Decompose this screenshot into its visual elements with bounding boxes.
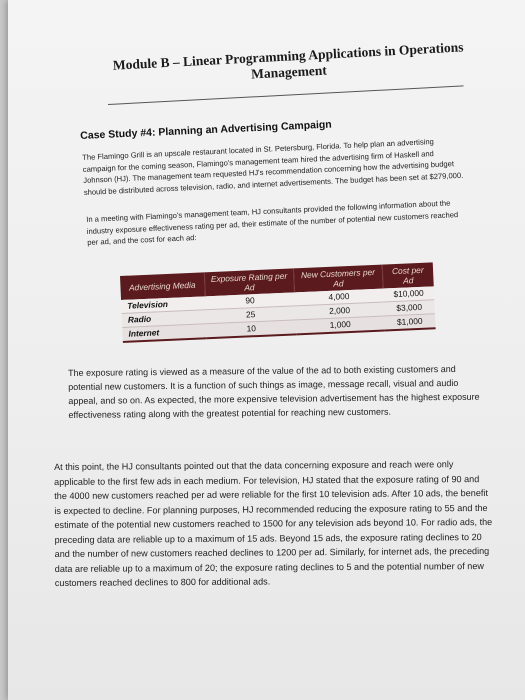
customers-cell: 2,000 <box>295 302 384 320</box>
module-title: Module B – Linear Programming Applications in Operations Management <box>112 39 464 82</box>
media-cell: Radio <box>122 310 207 328</box>
header-advertising-media: Advertising Media <box>120 272 205 300</box>
media-cell: Television <box>121 296 206 313</box>
customers-cell: 4,000 <box>295 289 384 306</box>
exposure-explanation-paragraph: The exposure rating is viewed as a measure of the value of the ad to both existing customers and potential new customers. It is a function of such things as image, message recall, visual and audio appeal, and so on. As expected, the more expensive television advertisement has the highest exposure effectiveness rating along with the greatest potential for reaching new customers. <box>68 363 480 420</box>
meeting-paragraph: In a meeting with Flamingo's management team, HJ consultants provided the following information about the industry exposure effectiveness rating per ad, their estimate of the number of potential new customers reached per ad, and the cost for each ad: <box>86 198 459 248</box>
case-study-heading: Case Study #4: Planning an Advertising Campaign <box>80 118 332 142</box>
media-cell: Internet <box>122 324 207 342</box>
intro-paragraph: The Flamingo Grill is an upscale restaurant located in St. Petersburg, Florida. To help plan an advertising campaign for the coming season, Flamingo's management team hired the advertising firm of Haskell and Johnson (HJ). The management team requested HJ's recommendation concerning how the advertising budget should be distributed across television, radio, and internet advertisements. The budget has been set at $279,000. <box>82 137 464 197</box>
header-cost-per-ad: Cost per Ad <box>382 262 434 288</box>
advertising-data-table <box>120 262 436 343</box>
cost-cell: $1,000 <box>384 314 436 331</box>
customers-cell: 1,000 <box>296 316 385 334</box>
exposure-cell: 25 <box>206 306 296 324</box>
document-page <box>8 0 525 700</box>
cost-cell: $10,000 <box>383 286 434 302</box>
header-new-customers: New Customers per Ad <box>293 265 382 293</box>
cost-cell: $3,000 <box>383 300 434 316</box>
title-underline <box>108 85 464 105</box>
exposure-cell: 10 <box>206 320 296 338</box>
header-exposure-rating: Exposure Rating per Ad <box>204 268 295 296</box>
exposure-cell: 90 <box>205 292 295 309</box>
consultant-notes-paragraph: At this point, the HJ consultants pointed out that the data concerning exposure and reach were only applicable to the first few ads in each medium. For television, HJ stated that the exposure rating of 90 and the 4000 new customers reached per ad were reliable for the first 10 television ads. After 10 ads, the benefit is expected to decline. For planning purposes, HJ recommended reducing the exposure rating to 55 and the estimate of the potential new customers reached to 1500 for any television ads beyond 10. For radio ads, the preceding data are reliable up to a maximum of 15 ads. Beyond 15 ads, the exposure rating declines to 20 and the number of new customers reached declines to 1200 per ad. Similarly, for internet ads, the preceding data are reliable up to a maximum of 20; the exposure rating declines to 5 and the potential number of new customers reached declines to 800 for additional ads. <box>54 459 493 588</box>
